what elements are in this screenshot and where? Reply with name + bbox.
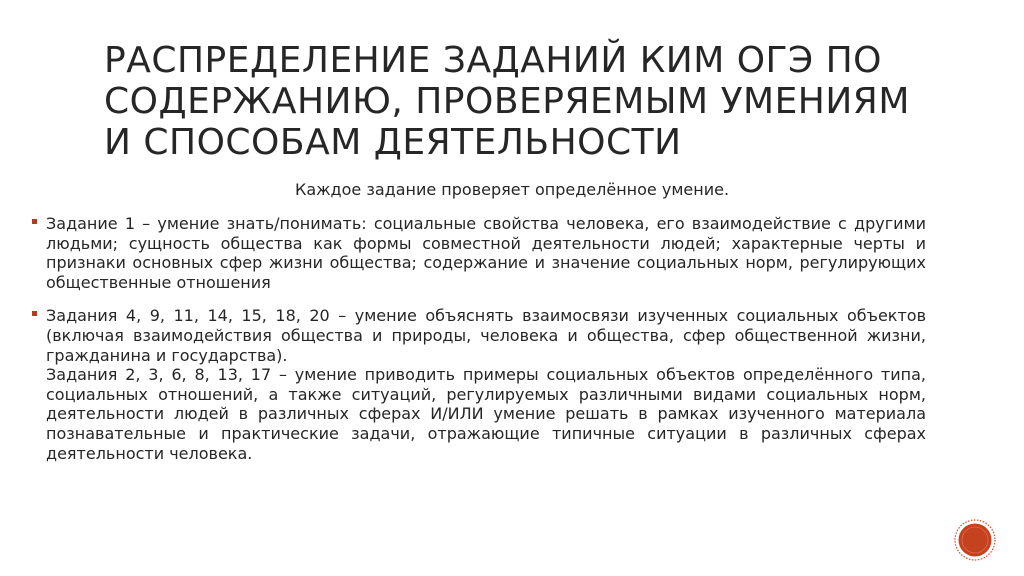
bullet-text-2a: Задания 4, 9, 11, 14, 15, 18, 20 – умение объяснять взаимосвязи изученных социальных объектов (включая взаимодействия общества и природы, человека и общества, сфер общественной жизни, гражданина и государства). bbox=[46, 306, 926, 365]
bullet-item-1 bbox=[32, 214, 926, 292]
square-bullet-icon bbox=[32, 311, 37, 316]
bullet-text-1: Задание 1 – умение знать/понимать: социальные свойства человека, его взаимодействие с другими людьми; сущность общества как формы совместной деятельности людей; характерные черты и признаки основных сфер жизни общества; содержание и значение социальных норм, регулирующих общественные отношения bbox=[46, 214, 926, 292]
circle-ornament-icon bbox=[954, 519, 996, 561]
bullet-item-2 bbox=[32, 306, 926, 463]
bullet-text-2b: Задания 2, 3, 6, 8, 13, 17 – умение приводить примеры социальных объектов определённого типа, социальных отношений, а также ситуаций, регулируемых различными видами социальных норм, деятельности людей в различных сферах И/ИЛИ умение решать в рамках изученного материала познавательные и практические задачи, отражающие типичные ситуации в различных сферах деятельности человека. bbox=[46, 365, 926, 463]
square-bullet-icon bbox=[32, 219, 37, 224]
slide-title: РАСПРЕДЕЛЕНИЕ ЗАДАНИЙ КИМ ОГЭ ПО СОДЕРЖАНИЮ, ПРОВЕРЯЕМЫМ УМЕНИЯМ И СПОСОБАМ ДЕЯТЕЛЬНОСТИ bbox=[104, 40, 910, 163]
slide-subtitle: Каждое задание проверяет определённое умение. bbox=[294, 180, 730, 199]
bullet-list bbox=[32, 214, 926, 477]
